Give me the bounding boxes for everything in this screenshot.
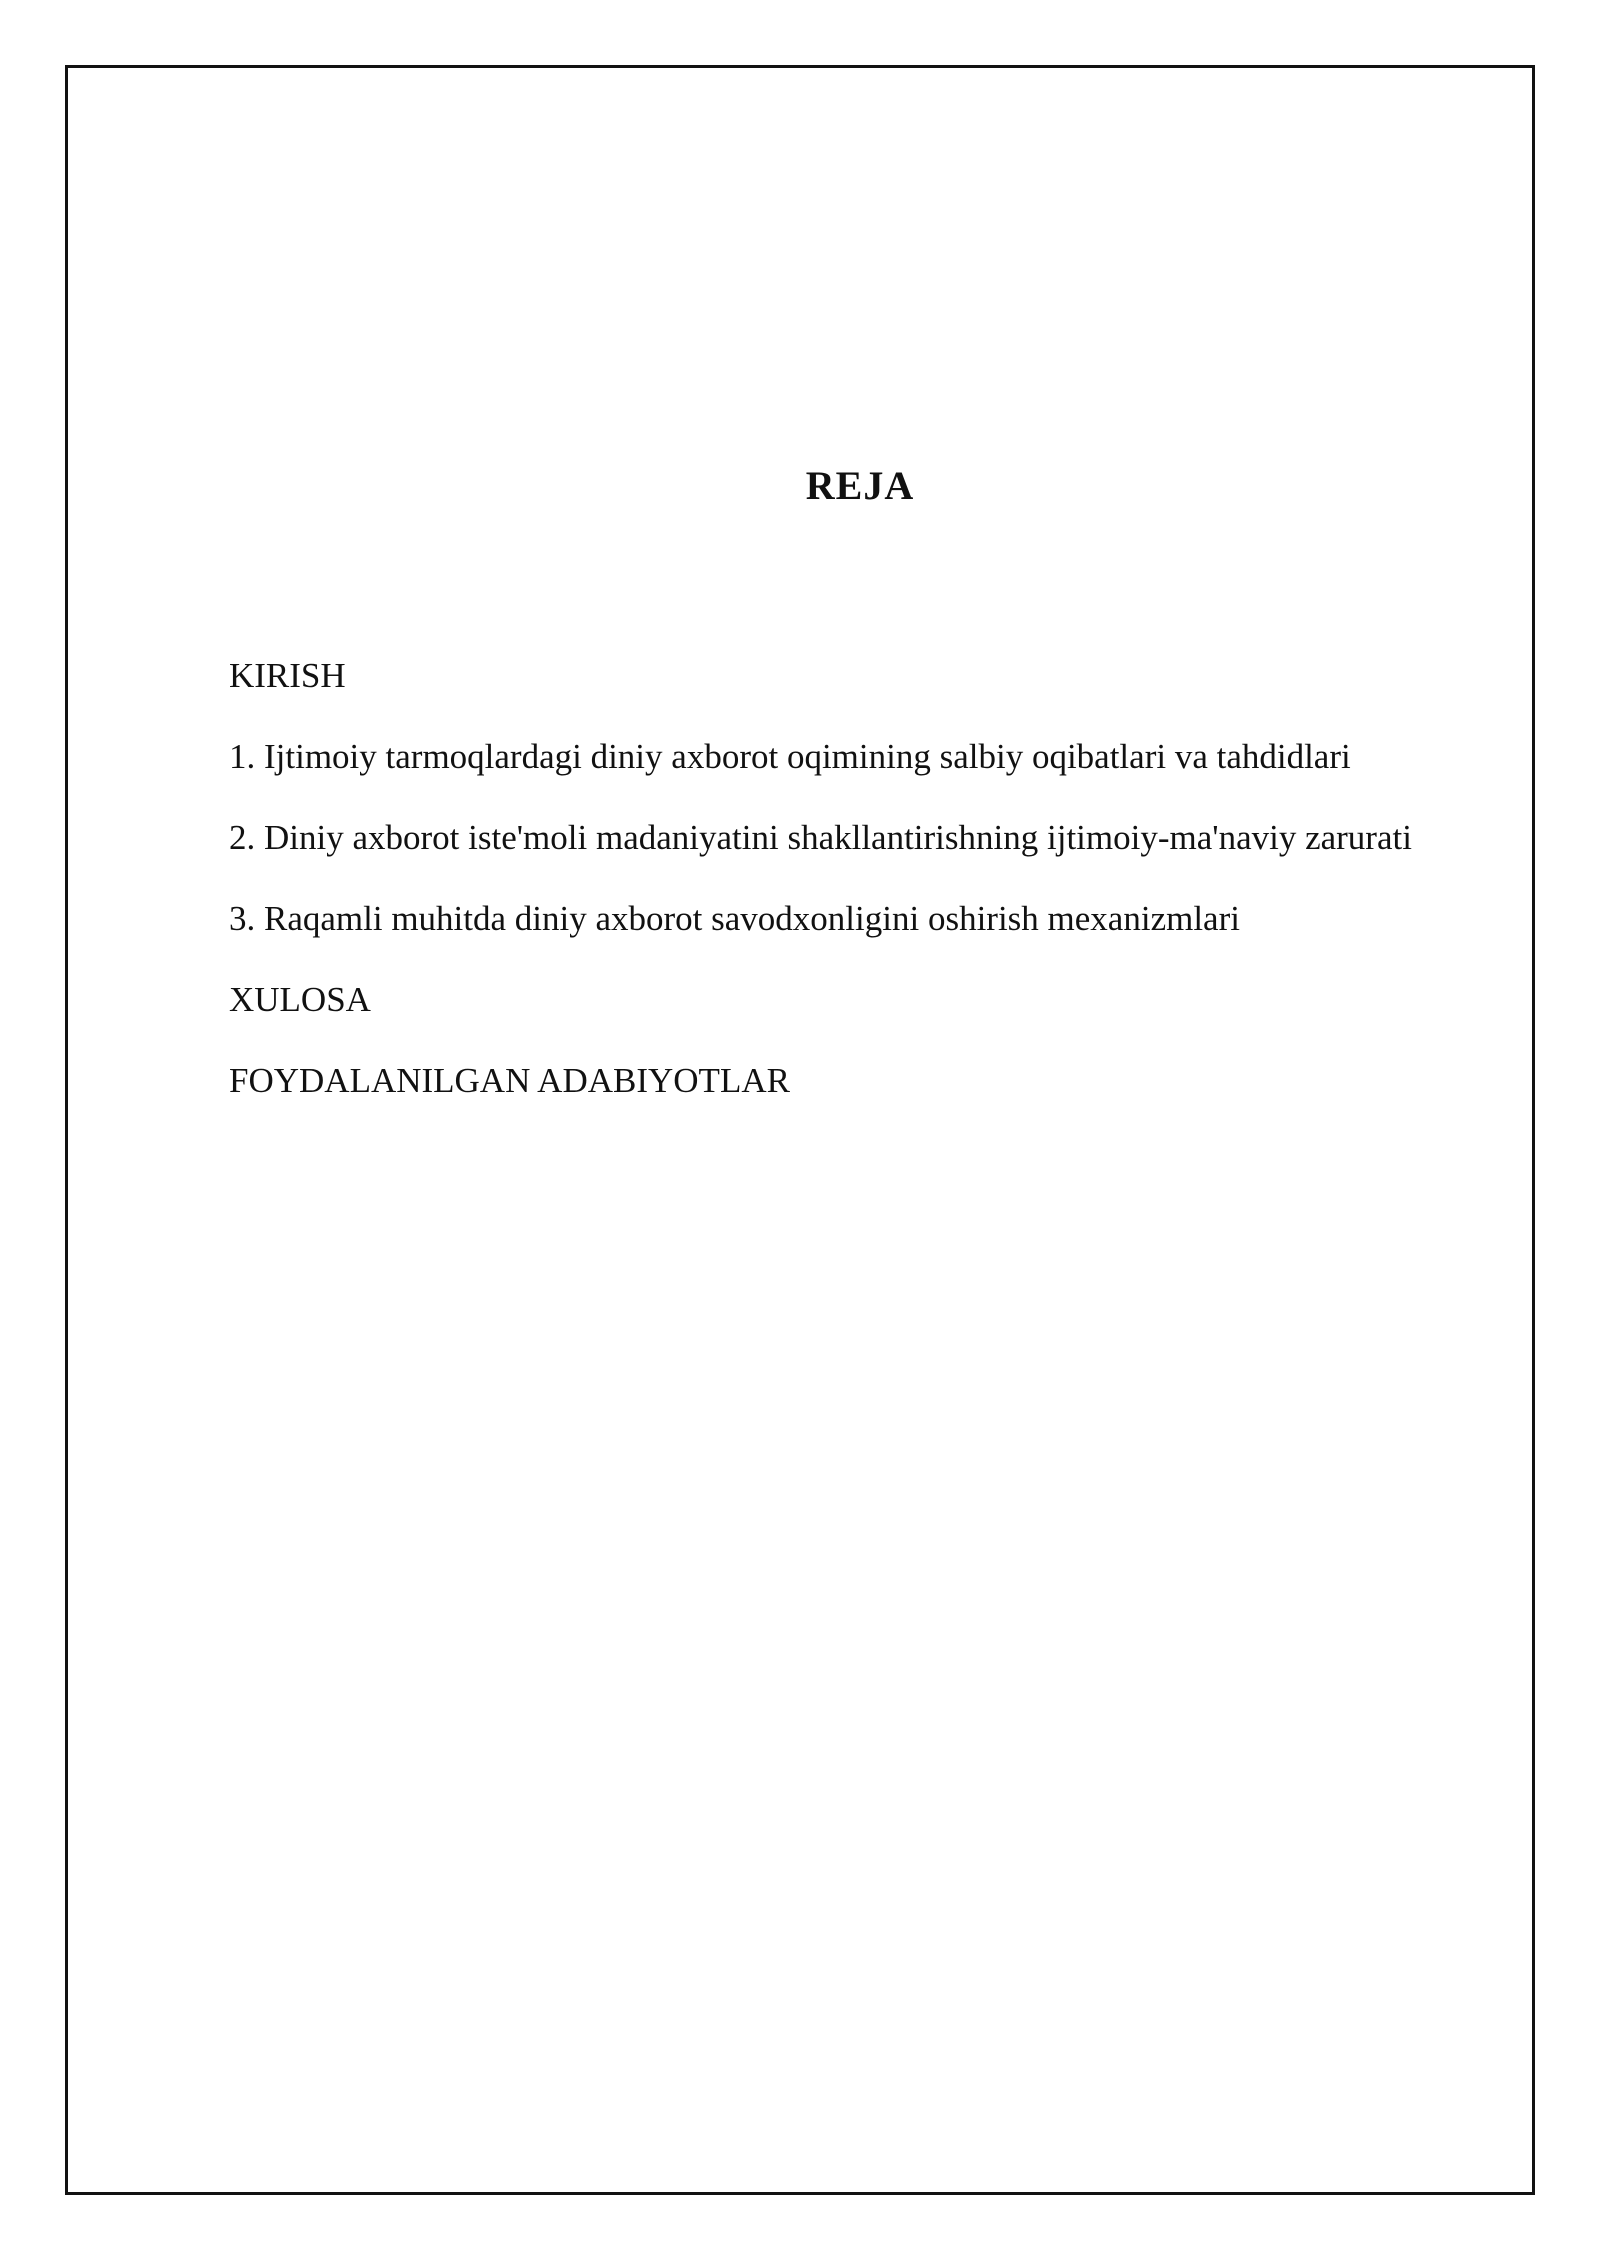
- toc-item-references: FOYDALANILGAN ADABIYOTLAR: [229, 1061, 790, 1100]
- page-border: [65, 65, 1535, 2195]
- table-of-contents: [229, 643, 1499, 1129]
- page-title: REJA: [805, 463, 915, 508]
- toc-item-introduction: KIRISH: [229, 656, 346, 695]
- toc-item-section-2: 2. Diniy axborot iste'moli madaniyatini shakllantirishning ijtimoiy-ma'naviy zarurati: [229, 818, 1412, 857]
- toc-item-section-3: 3. Raqamli muhitda diniy axborot savodxonligini oshirish mexanizmlari: [229, 899, 1240, 938]
- toc-item-section-1: 1. Ijtimoiy tarmoqlardagi diniy axborot oqimining salbiy oqibatlari va tahdidlari: [229, 737, 1351, 776]
- toc-item-conclusion: XULOSA: [229, 980, 371, 1019]
